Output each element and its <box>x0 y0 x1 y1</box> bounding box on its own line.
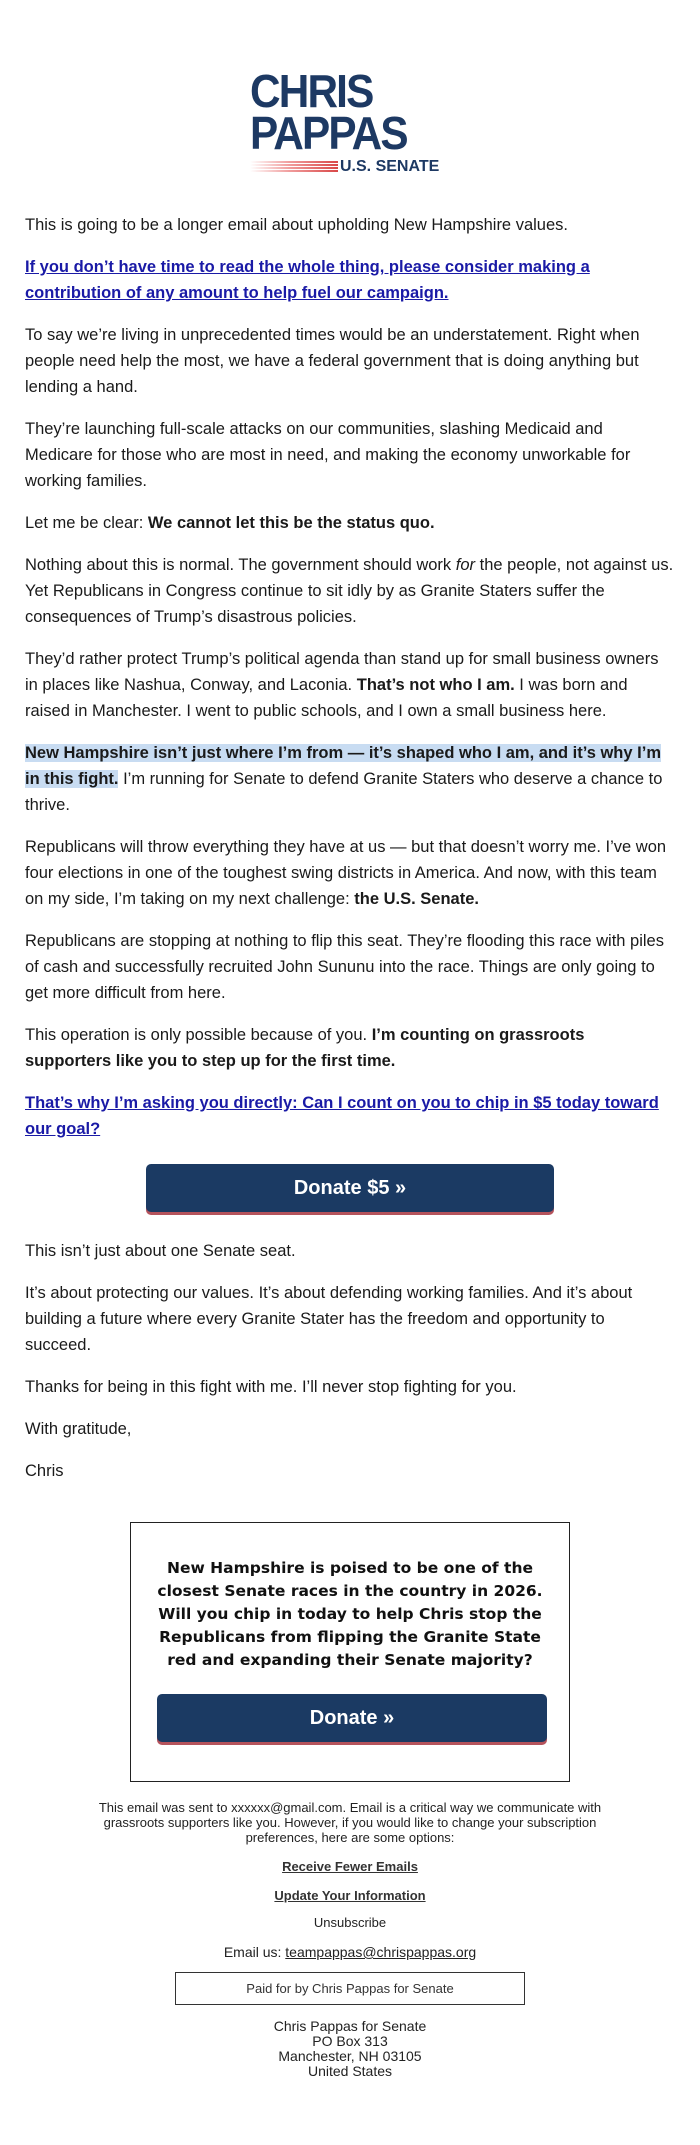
text-segment: the people, not against us. Yet Republicans in Congress continue to sit idly by as Granite Staters suffer the consequences of Trump’s disastrous policies. <box>25 556 674 626</box>
address-country: United States <box>307 2063 393 2079</box>
paragraph-flip-seat: Republicans are stopping at nothing to flip this seat. They’re flooding this race with piles of cash and successfully recruited John Sununu into the race. Things are only going to get more difficult from here. <box>25 932 664 1002</box>
text-segment: I was born and raised in Manchester. I went to public schools, and I own a small business here. <box>25 676 628 720</box>
paragraph-values: It’s about protecting our values. It’s about defending working families. And it’s about building a future where every Granite Stater has the freedom and opportunity to succeed. <box>25 1284 633 1354</box>
text-segment: They’d rather protect Trump’s political agenda than stand up for small business owners in places like Nashua, Conway, and Laconia. <box>25 650 659 694</box>
ask-text: New Hampshire is poised to be one of the closest Senate races in the country in 2026. Will you chip in today to help Chris stop the Republicans from flipping the Granite State red and expanding their Senate majority? <box>157 1559 543 1669</box>
paragraph-attacks: They’re launching full-scale attacks on our communities, slashing Medicaid and Medicare for those who are most in need, and making the economy unworkable for working families. <box>25 420 631 490</box>
address-city: Manchester, NH 03105 <box>278 2048 422 2064</box>
italic-text: for <box>455 556 476 574</box>
contact-email-link[interactable]: teampappas@chrispappas.org <box>285 1944 477 1960</box>
paragraph-one-seat: This isn’t just about one Senate seat. <box>25 1242 296 1260</box>
highlighted-text: New Hampshire isn’t just where I’m from — it’s shaped who I am, and it’s why I’m in this fight. <box>25 744 661 788</box>
campaign-logo <box>250 0 450 174</box>
chip-in-link[interactable]: That’s why I’m asking you directly: Can I count on you to chip in $5 today toward our goal? <box>25 1094 659 1138</box>
paragraph-link-contribute <box>25 254 675 306</box>
text-segment: I’m running for Senate to defend Granite Staters who deserve a chance to thrive. <box>25 770 663 814</box>
logo-senate-row <box>250 158 450 176</box>
donate-button-wrap <box>25 1164 675 1212</box>
paragraph-be-clear <box>25 510 675 536</box>
donate-5-button[interactable]: Donate $5 » <box>146 1164 554 1212</box>
contribute-link[interactable]: If you don’t have time to read the whole thing, please consider making a contribution of any amount to help fuel our campaign. <box>25 258 590 302</box>
paragraph-republicans-throw <box>25 834 675 912</box>
donate-button[interactable]: Donate » <box>157 1694 547 1742</box>
text-segment: Let me be clear: <box>25 514 148 532</box>
flag-stripes-icon <box>250 161 338 175</box>
signature: Chris <box>25 1462 64 1480</box>
paragraph-intro: This is going to be a longer email about upholding New Hampshire values. <box>25 216 568 234</box>
text-segment: Republicans will throw everything they have at us — but that doesn’t worry me. I’ve won four elections in one of the toughest swing districts in America. And now, with this team on my side, I’m taking on my next challenge: <box>25 838 667 908</box>
address-org: Chris Pappas for Senate <box>273 2018 427 2034</box>
text-segment: Nothing about this is normal. The government should work <box>25 556 456 574</box>
email-content <box>0 212 700 1484</box>
email-label: Email us: <box>223 1944 286 1960</box>
contact-email-line <box>0 1944 700 1960</box>
paragraph-link-chip-in <box>25 1090 675 1142</box>
paragraph-grassroots <box>25 1022 675 1074</box>
paragraph-new-hampshire <box>25 740 675 818</box>
signoff: With gratitude, <box>25 1420 132 1438</box>
update-information-link[interactable]: Update Your Information <box>274 1888 426 1903</box>
logo-line-senate: U.S. SENATE <box>340 158 440 175</box>
text-segment: This operation is only possible because of you. <box>25 1026 372 1044</box>
address-street: PO Box 313 <box>312 2033 388 2049</box>
donation-ask-box <box>130 1522 570 1782</box>
paragraph-thanks: Thanks for being in this fight with me. I’ll never stop fighting for you. <box>25 1378 517 1396</box>
paragraph-trump-agenda <box>25 646 675 724</box>
footer-intro: This email was sent to xxxxxx@gmail.com. Email is a critical way we communicate with grassroots supporters like you. However, if you would like to change your subscription preferences, here are some options: <box>98 1800 602 1845</box>
paragraph-unprecedented: To say we’re living in unprecedented times would be an understatement. Right when people need help the most, we have a federal government that is doing anything but lending a hand. <box>25 326 640 396</box>
paragraph-not-normal <box>25 552 675 630</box>
logo-line-pappas: PAPPAS <box>250 107 407 159</box>
bold-text: the U.S. Senate. <box>354 890 479 908</box>
email-footer <box>0 1800 700 2079</box>
bold-text: That’s not who I am. <box>356 676 515 694</box>
bold-text: We cannot let this be the status quo. <box>147 514 435 532</box>
bold-text: I’m counting on grassroots supporters like you to step up for the first time. <box>25 1026 585 1070</box>
receive-fewer-emails-link[interactable]: Receive Fewer Emails <box>282 1859 418 1874</box>
mailing-address <box>0 2019 700 2079</box>
logo-line-chris: CHRIS <box>250 65 373 117</box>
unsubscribe-link[interactable]: Unsubscribe <box>313 1915 387 1930</box>
paid-for-disclaimer: Paid for by Chris Pappas for Senate <box>175 1972 525 2005</box>
